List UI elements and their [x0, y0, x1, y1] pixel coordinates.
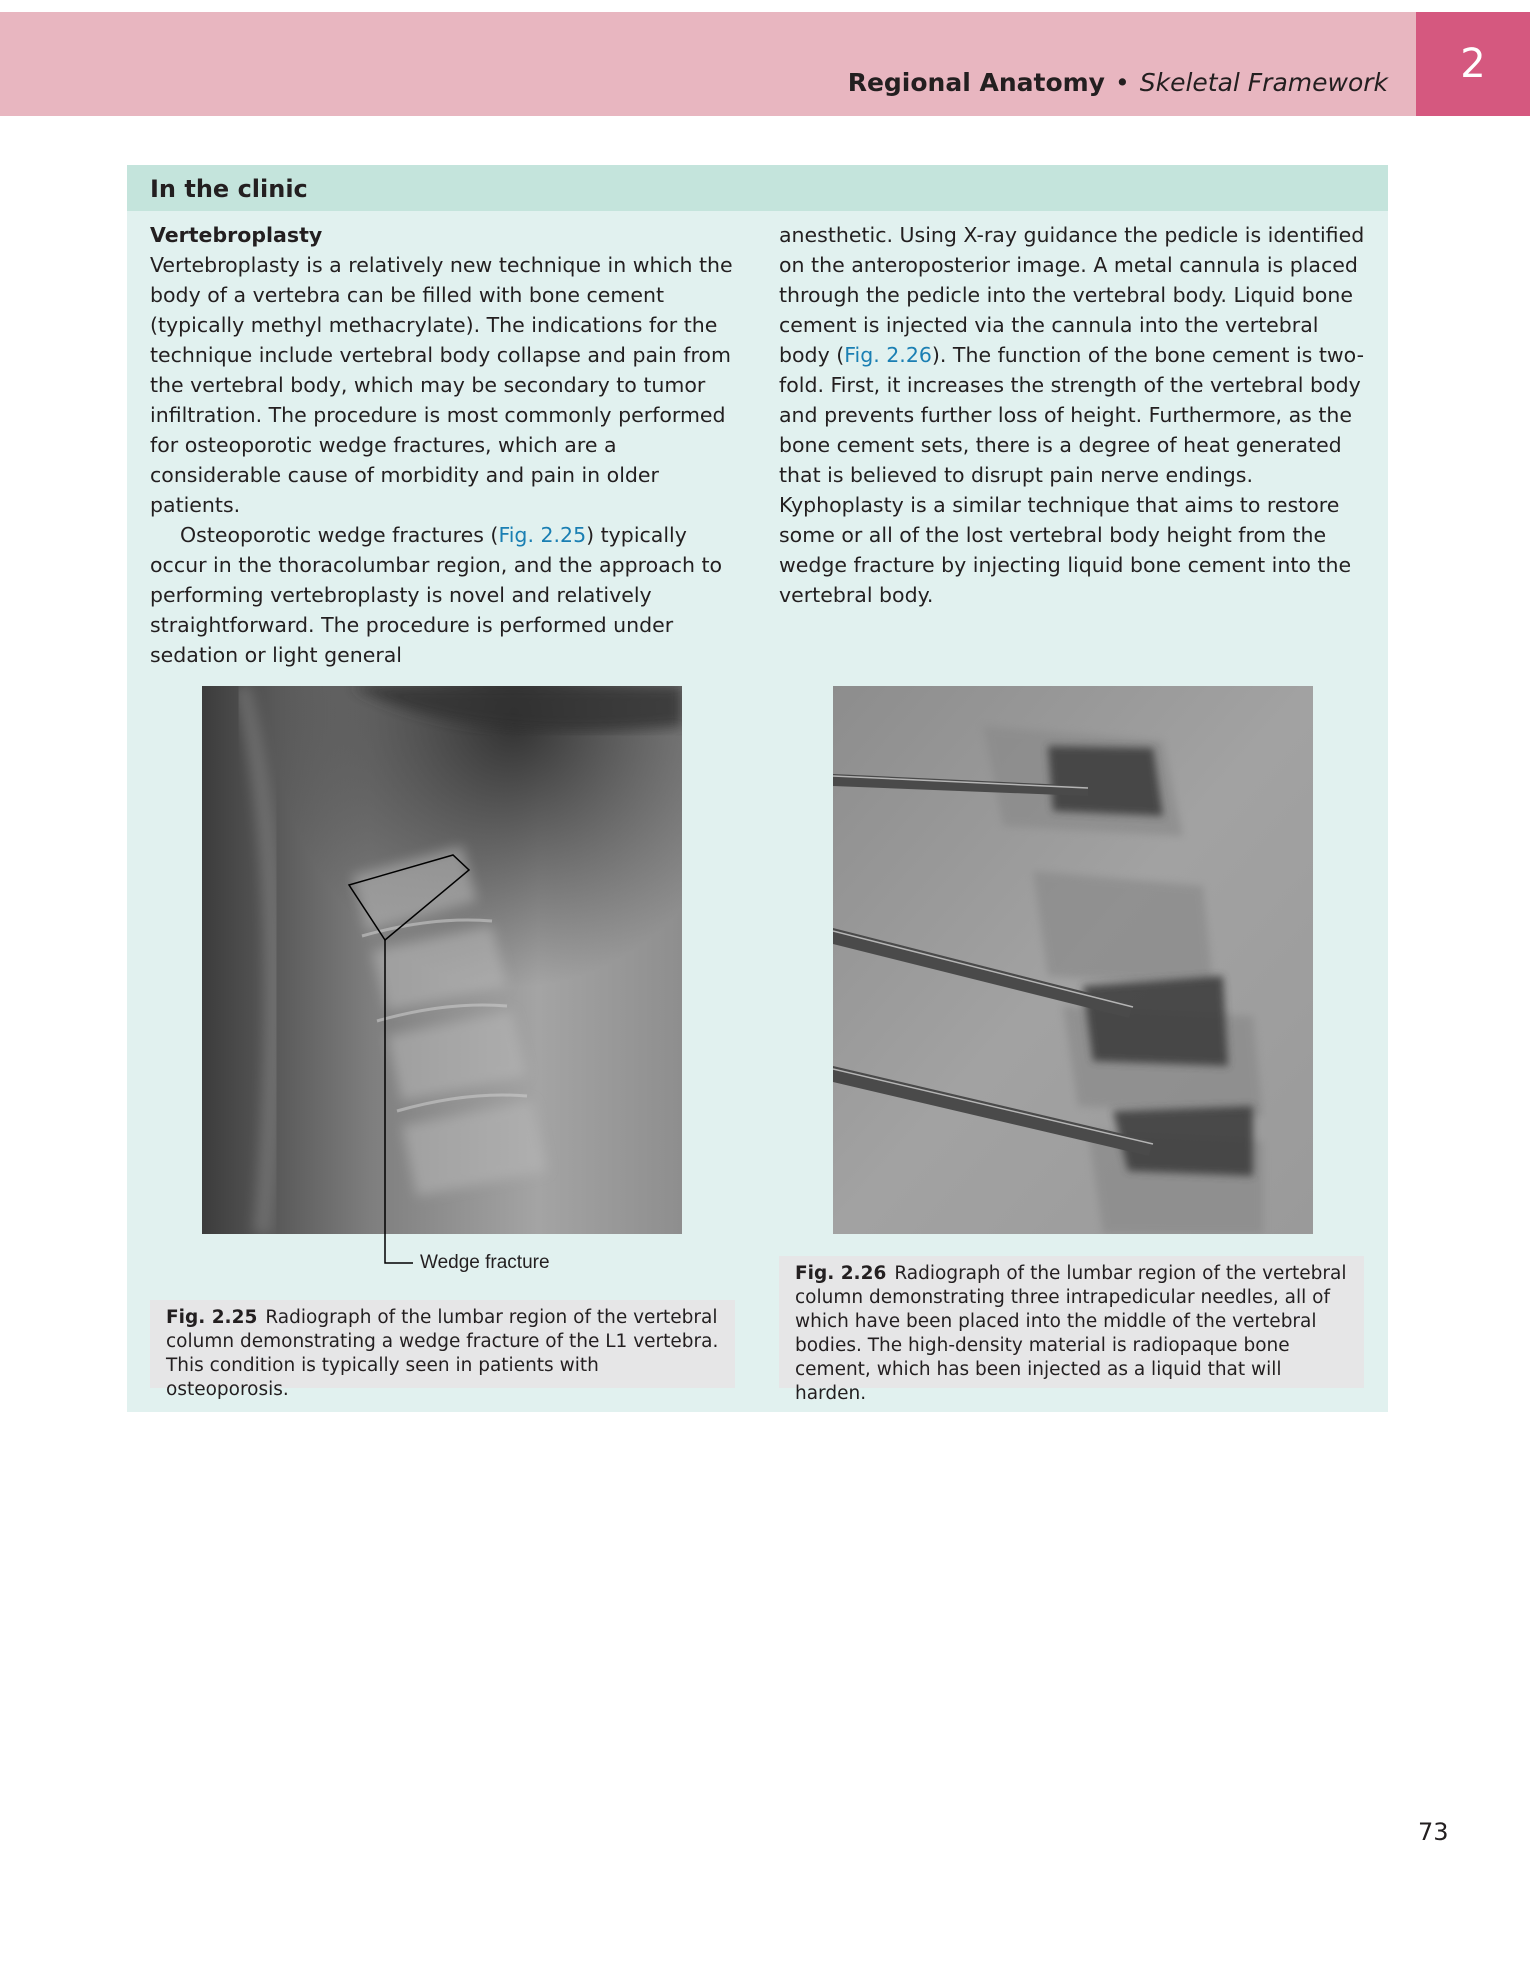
figure-2-26-caption-text: Radiograph of the lumbar region of the vertebral column demonstrating three intrapedicular needles, all of which have been placed into the middle of the vertebral bodies. The high-density material is radiopaque bone cement, which has been injected as a liquid that will harden. [795, 1263, 1347, 1404]
paragraph-2-text-b-cont: anesthetic. Using X-ray guidance the pedicle is identified on the anteroposterior image. A metal cannula is placed through the pedicle into the vertebral body. Liquid bone cement is injected via the cannula into the vertebral body ( [779, 223, 1365, 367]
text-column-left [150, 220, 745, 670]
paragraph-2-text-b: ) typically occur in the thoracolumbar region, and the approach to performing vertebroplasty is novel and relatively straightforward. The procedure is performed under sedation or light general [150, 523, 723, 667]
paragraph-2-start [150, 520, 745, 670]
fig-2-26-link[interactable]: Fig. 2.26 [844, 343, 932, 367]
radiograph-lateral [202, 686, 682, 1234]
figure-2-25-image [202, 686, 682, 1234]
figure-2-25-caption-text: Radiograph of the lumbar region of the vertebral column demonstrating a wedge fracture of the L1 vertebra. This condition is typically seen in patients with osteoporosis. [166, 1307, 719, 1400]
paragraph-2-text-a: Osteoporotic wedge fractures ( [180, 523, 499, 547]
fig-2-25-link[interactable]: Fig. 2.25 [498, 523, 587, 547]
figure-2-26-caption [779, 1256, 1364, 1404]
paragraph-2-continued [779, 220, 1374, 610]
figure-2-26-image [833, 686, 1313, 1234]
header-subsection: Skeletal Framework [1139, 68, 1388, 97]
wedge-fracture-label: Wedge fracture [420, 1252, 550, 1273]
running-header [848, 68, 1388, 98]
radiograph-needles [833, 686, 1313, 1234]
header-band [0, 12, 1416, 116]
paragraph-1: Vertebroplasty is a relatively new technique in which the body of a vertebra can be filled with bone cement (typically methyl methacrylate). The indications for the technique include vertebral body collapse and pain from the vertebral body, which may be secondary to tumor infiltration. The procedure is most commonly performed for osteoporotic wedge fractures, which are a considerable cause of morbidity and pain in older patients. [150, 253, 733, 517]
chapter-tab [1416, 12, 1530, 116]
clinic-box [127, 165, 1388, 1412]
paragraph-2-text-c: ). The function of the bone cement is two-fold. First, it increases the strength of the vertebral body and prevents further loss of height. Furthermore, as the bone cement sets, there is a degree of heat generated that is believed to disrupt pain nerve endings. Kyphoplasty is a similar technique that aims to restore some or all of the lost vertebral body height from the wedge fracture by injecting liquid bone cement into the vertebral body. [779, 343, 1364, 607]
clinic-header [127, 165, 1388, 211]
clinic-title: In the clinic [150, 175, 308, 203]
figure-2-26-number: Fig. 2.26 [795, 1263, 887, 1284]
chapter-number: 2 [1460, 41, 1486, 87]
figure-2-25-number: Fig. 2.25 [166, 1307, 258, 1328]
header-separator: • [1114, 68, 1130, 97]
section-subhead: Vertebroplasty [150, 223, 323, 247]
text-column-right [779, 220, 1374, 610]
figure-2-25-caption [150, 1300, 735, 1400]
header-section: Regional Anatomy [847, 68, 1105, 97]
page-number: 73 [1418, 1818, 1449, 1846]
